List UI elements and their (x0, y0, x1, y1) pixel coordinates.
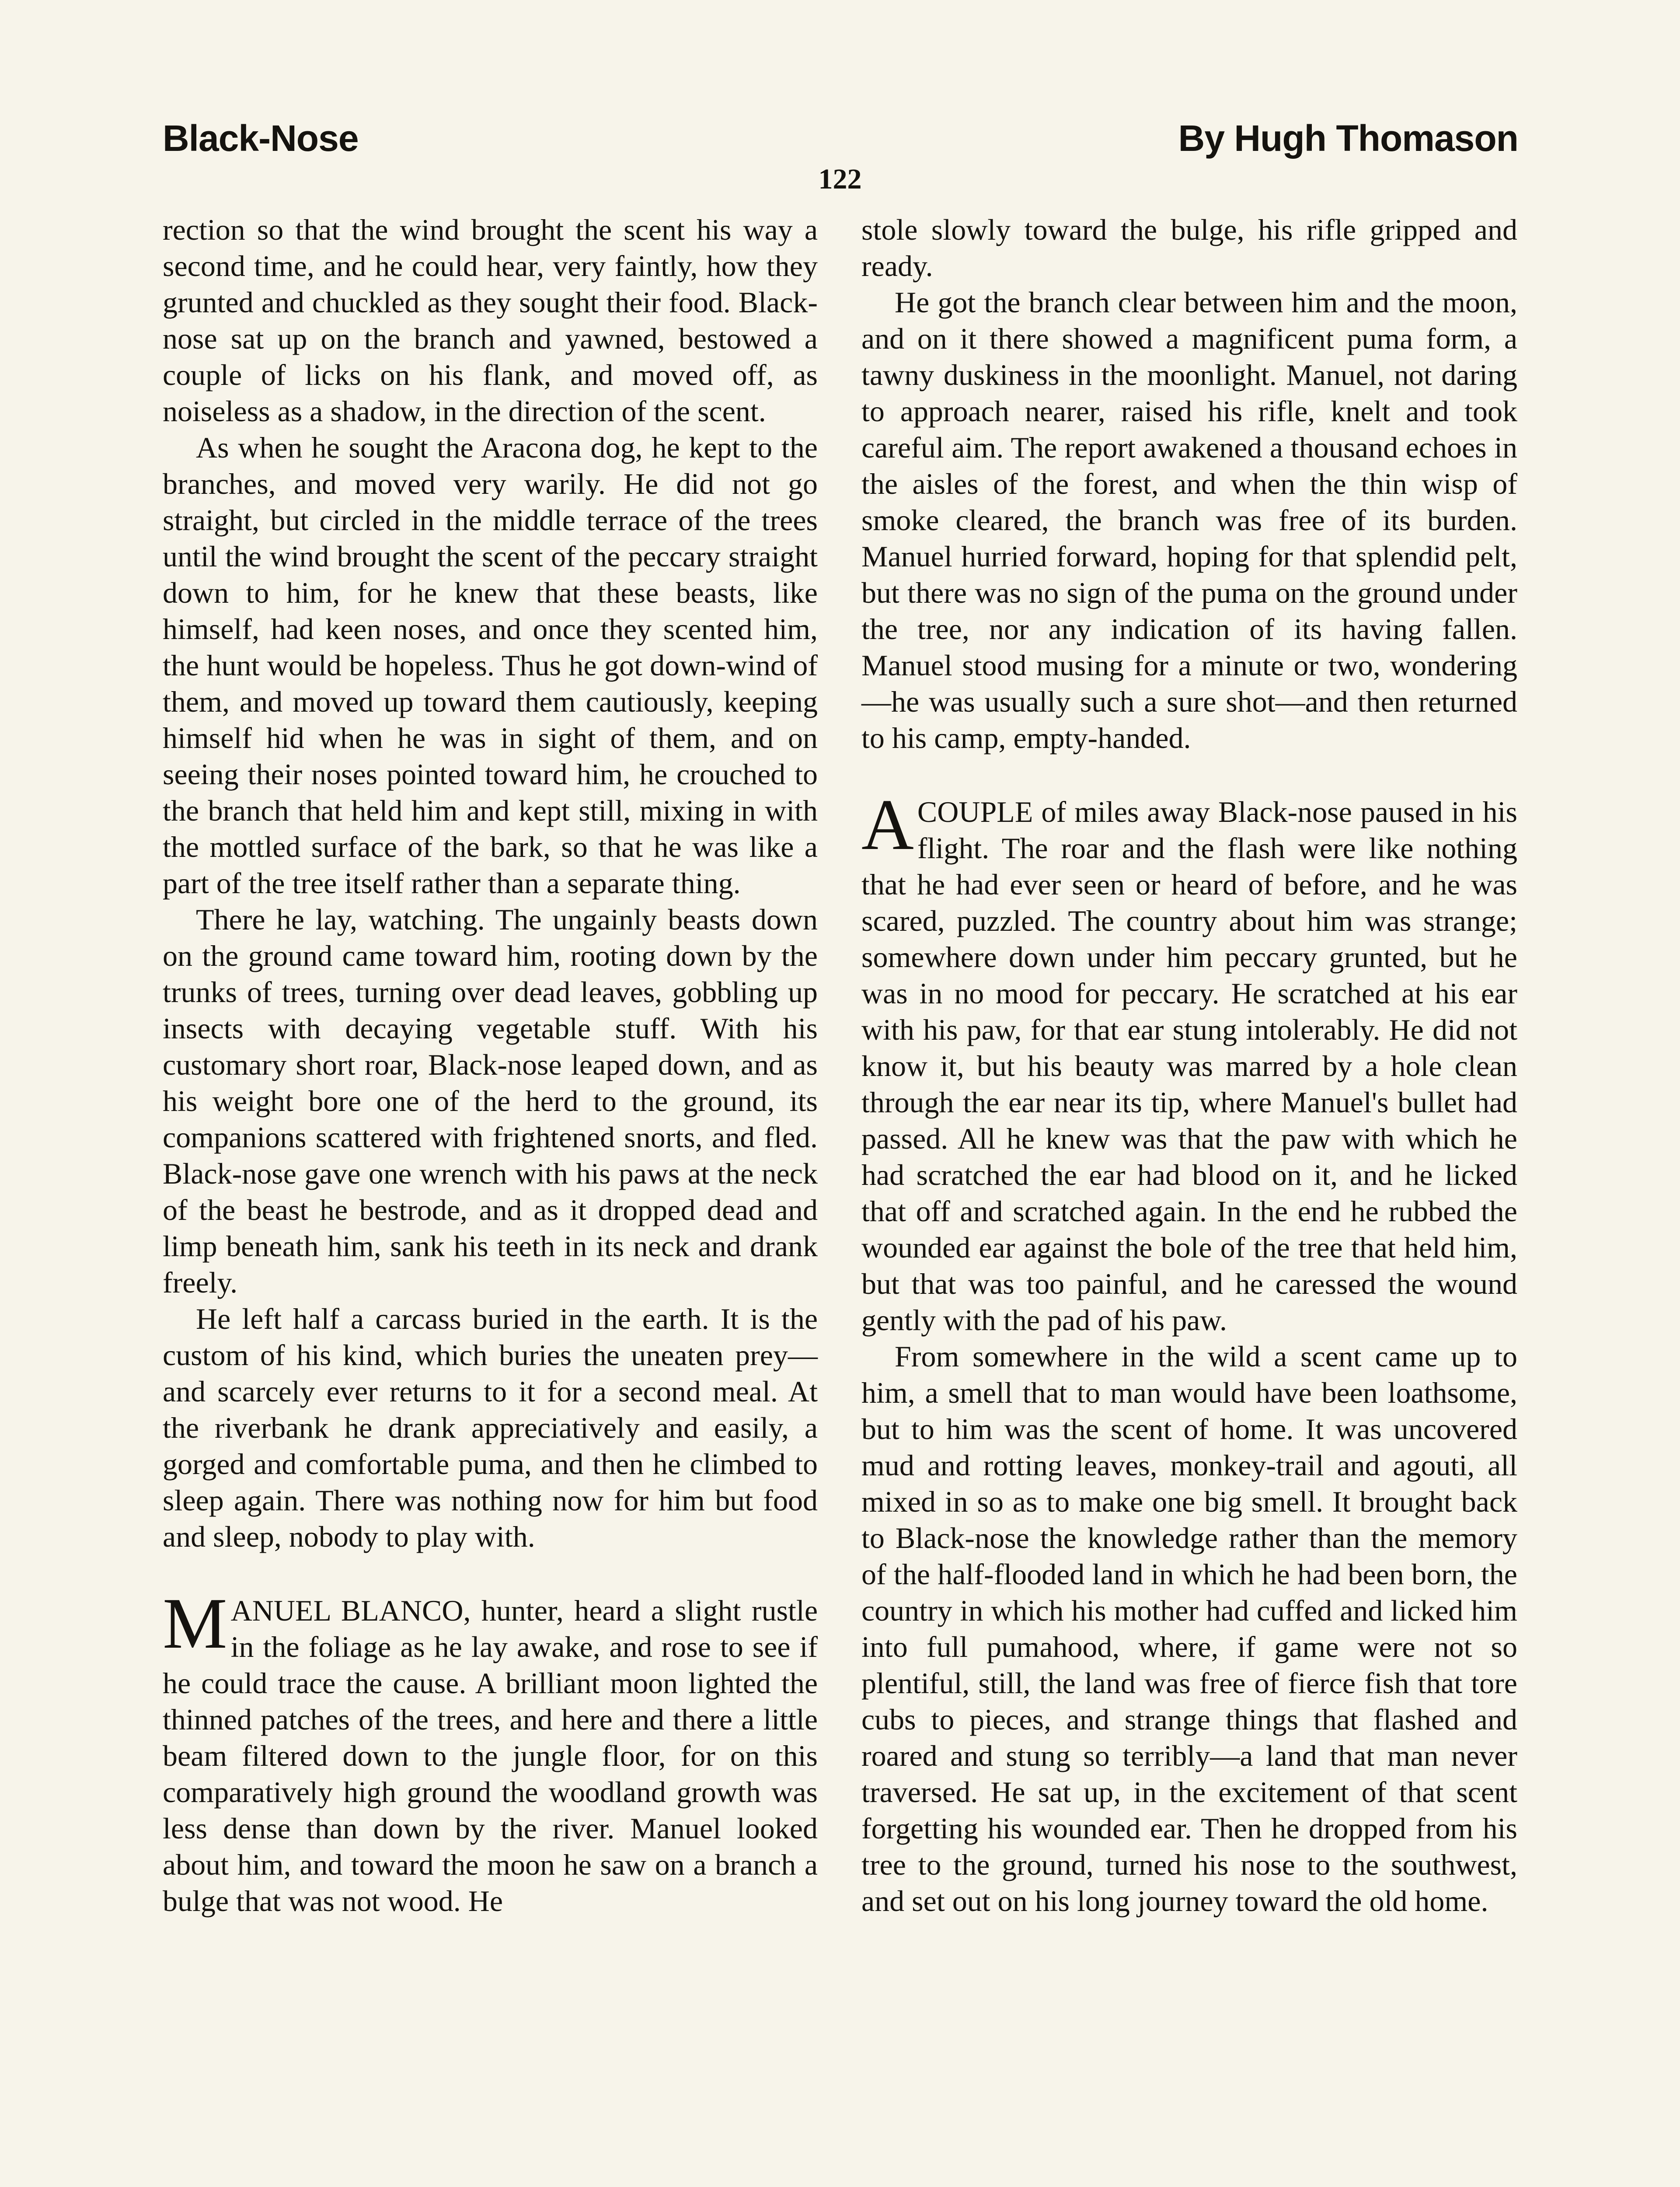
page-number: 122 (818, 163, 862, 195)
section-break (861, 756, 1517, 794)
paragraph: He left half a carcass buried in the earth. It is the custom of his kind, which buries the uneaten prey—and scarcely ever returns to it for a second meal. At the riverbank he drank appreciatively and easily, a gorged and comfortable puma, and then he climbed to sleep again. There was nothing now for him but food and sleep, nobody to play with. (163, 1302, 818, 1553)
section-opening-paragraph (163, 1583, 818, 1919)
paragraph: stole slowly toward the bulge, his rifle gripped and ready. (861, 213, 1517, 283)
drop-cap: A (861, 784, 914, 865)
paragraph: From somewhere in the wild a scent came up to him, a smell that to man would have been loathsome, but to him was the scent of home. It was uncovered mud and rotting leaves, monkey-trail and agouti, all mixed in so as to make one big smell. It brought back to Black-nose the knowledge rather than the memory of the half-flooded land in which he had been born, the country in which his mother had cuffed and licked him into full pumahood, where, if game were not so plentiful, still, the land was free of fierce fish that tore cubs to pieces, and strange things that flashed and roared and stung so terribly—a land that man never traversed. He sat up, in the excitement of that scent forgetting his wounded ear. Then he dropped from his tree to the ground, turned his nose to the southwest, and set out on his long journey toward the old home. (861, 1340, 1517, 1918)
paragraph-text: COUPLE of miles away Black-nose paused in his flight. The roar and the flash were like nothing that he had ever seen or heard of before, and he was scared, puzzled. The country about him was strange; somewhere down under him peccary grunted, but he was in no mood for peccary. He scratched at his ear with his paw, for that ear stung intolerably. He did not know it, but his beauty was marred by a hole clean through the ear near its tip, where Manuel's bullet had passed. All he knew was that the paw with which he had scratched the ear had blood on it, and he licked that off and scratched again. In the end he rubbed the wounded ear against the bole of the tree that held him, but that was too painful, and he caressed the wound gently with the pad of his paw. (861, 795, 1517, 1337)
paragraph: He got the branch clear between him and the moon, and on it there showed a magnificent puma form, a tawny duskiness in the moonlight. Manuel, not daring to approach nearer, raised his rifle, knelt and took careful aim. The report awakened a thousand echoes in the aisles of the forest, and when the thin wisp of smoke cleared, the branch was free of its burden. Manuel hurried forward, hoping for that splendid pelt, but there was no sign of the puma on the ground under the tree, nor any indication of its having fallen. Manuel stood musing for a minute or two, wondering—he was usually such a sure shot—and then returned to his camp, empty-handed. (861, 286, 1517, 755)
paragraph: rection so that the wind brought the scent his way a second time, and he could hear, very faintly, how they grunted and chuckled as they sought their food. Black-nose sat up on the branch and yawned, bestowed a couple of licks on his flank, and moved off, as noiseless as a shadow, in the direction of the scent. (163, 213, 818, 428)
section-opening-paragraph (861, 784, 1517, 1338)
story-title: Black-Nose (163, 118, 359, 159)
section-break (163, 1555, 818, 1593)
paragraph: As when he sought the Aracona dog, he kept to the branches, and moved very warily. He did not go straight, but circled in the middle terrace of the trees until the wind brought the scent of the peccary straight down to him, for he knew that these beasts, like himself, had keen noses, and once they scented him, the hunt would be hopeless. Thus he got down-wind of them, and moved up toward them cautiously, keeping himself hid when he was in sight of them, and on seeing their noses pointed toward him, he crouched to the branch that held him and kept still, mixing in with the mottled surface of the bark, so that he was like a part of the tree itself rather than a separate thing. (163, 431, 818, 900)
right-column (861, 212, 1517, 1919)
paragraph: There he lay, watching. The ungainly beasts down on the ground came toward him, rooting down by the trunks of trees, turning over dead leaves, gobbling up insects with decaying vegetable stuff. With his customary short roar, Black-nose leaped down, and as his weight bore one of the herd to the ground, its companions scattered with frightened snorts, and fled. Black-nose gave one wrench with his paws at the neck of the beast he bestrode, and as it dropped dead and limp beneath him, sank his teeth in its neck and drank freely. (163, 903, 818, 1299)
paragraph-text: ANUEL BLANCO, hunter, heard a slight rustle in the foliage as he lay awake, and rose to see if he could trace the cause. A brilliant moon lighted the thinned patches of the trees, and here and there a little beam filtered down to the jungle floor, for on this comparatively high ground the woodland growth was less dense than down by the river. Manuel looked about him, and toward the moon he saw on a branch a bulge that was not wood. He (163, 1594, 818, 1918)
left-column (163, 212, 818, 1919)
author-byline: By Hugh Thomason (1178, 118, 1518, 159)
drop-cap: M (163, 1583, 227, 1663)
